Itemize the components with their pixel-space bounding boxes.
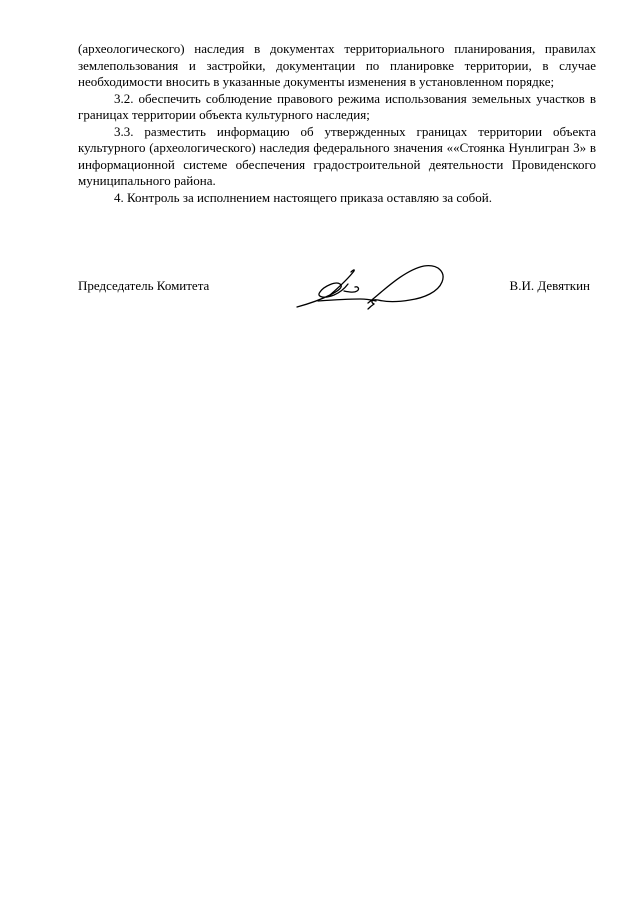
paragraph-4: 4. Контроль за исполнением настоящего приказа оставляю за собой. — [114, 189, 492, 205]
paragraph-continuation: (археологического) наследия в документах территориального планирования, правилах землепользования и застройки, документации по планировке территории, в случае необходимости вносить в указанные документы изменения в установленном порядке; — [78, 41, 596, 89]
document-body — [78, 41, 596, 206]
signature-block — [78, 262, 596, 312]
signature-icon — [294, 262, 446, 310]
signatory-name: В.И. Девяткин — [509, 278, 590, 293]
paragraph-3-2: 3.2. обеспечить соблюдение правового режима использования земельных участков в границах территории объекта культурного наследия; — [78, 90, 596, 122]
paragraph-3-3: 3.3. разместить информацию об утвержденных границах территории объекта культурного (археологического) наследия федерального значения ««Стоянка Нунлигран 3» в информационной системе обеспечения градостроительной деятельности Провиденского муниципального района. — [78, 123, 596, 188]
signatory-position: Председатель Комитета — [78, 278, 210, 293]
